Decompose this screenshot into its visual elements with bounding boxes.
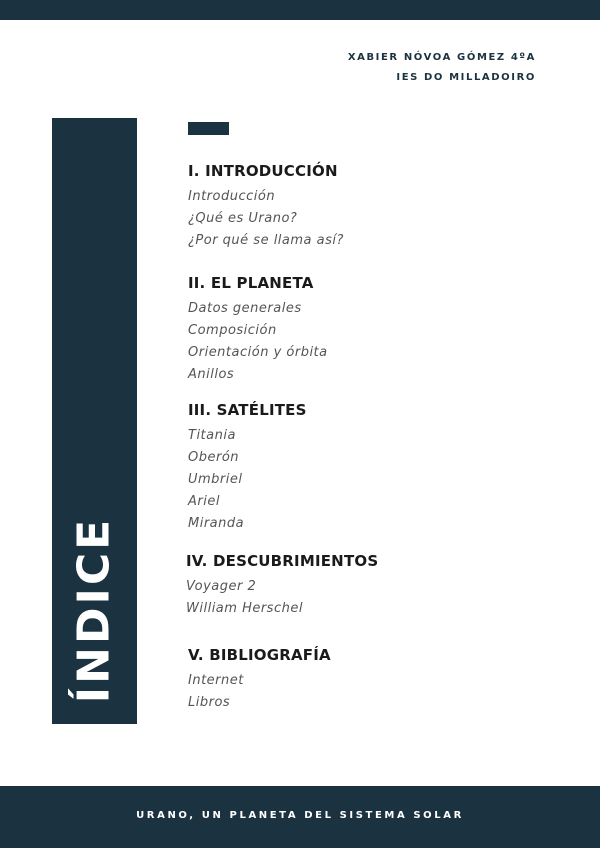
section-items (188, 298, 328, 386)
list-item: Introducción (188, 189, 276, 204)
section-introduccion (188, 160, 344, 252)
section-satelites (188, 399, 307, 535)
author-name: XABIER NÓVOA GÓMEZ 4ºA (347, 52, 536, 63)
section-title: V. BIBLIOGRAFÍA (188, 646, 331, 664)
section-title: III. SATÉLITES (188, 401, 307, 419)
footer-text: URANO, UN PLANETA DEL SISTEMA SOLAR (136, 810, 464, 821)
top-bar (0, 0, 600, 20)
index-title: ÍNDICE (68, 516, 120, 704)
list-item: Composición (188, 323, 277, 338)
accent-bar (188, 122, 229, 135)
list-item: Oberón (188, 450, 240, 465)
section-items (186, 576, 378, 620)
list-item: Internet (188, 673, 244, 688)
list-item: Voyager 2 (186, 579, 257, 594)
section-items (188, 670, 331, 714)
section-bibliografia (188, 644, 331, 714)
section-title: II. EL PLANETA (188, 274, 314, 292)
school-name: IES DO MILLADOIRO (396, 72, 536, 83)
list-item: ¿Qué es Urano? (188, 211, 298, 226)
section-title: IV. DESCUBRIMIENTOS (186, 552, 379, 570)
section-title: I. INTRODUCCIÓN (188, 162, 338, 180)
list-item: ¿Por qué se llama así? (188, 233, 344, 248)
list-item: Titania (188, 428, 236, 443)
section-items (188, 425, 307, 535)
list-item: Umbriel (188, 472, 243, 487)
section-descubrimientos (186, 550, 378, 620)
author-block (348, 48, 536, 88)
list-item: Datos generales (188, 301, 302, 316)
section-el-planeta (188, 272, 328, 386)
list-item: Libros (188, 695, 231, 710)
section-items (188, 186, 344, 252)
list-item: Orientación y órbita (188, 345, 328, 360)
list-item: William Herschel (186, 601, 303, 616)
list-item: Miranda (188, 516, 245, 531)
list-item: Ariel (188, 494, 220, 509)
list-item: Anillos (188, 367, 235, 382)
